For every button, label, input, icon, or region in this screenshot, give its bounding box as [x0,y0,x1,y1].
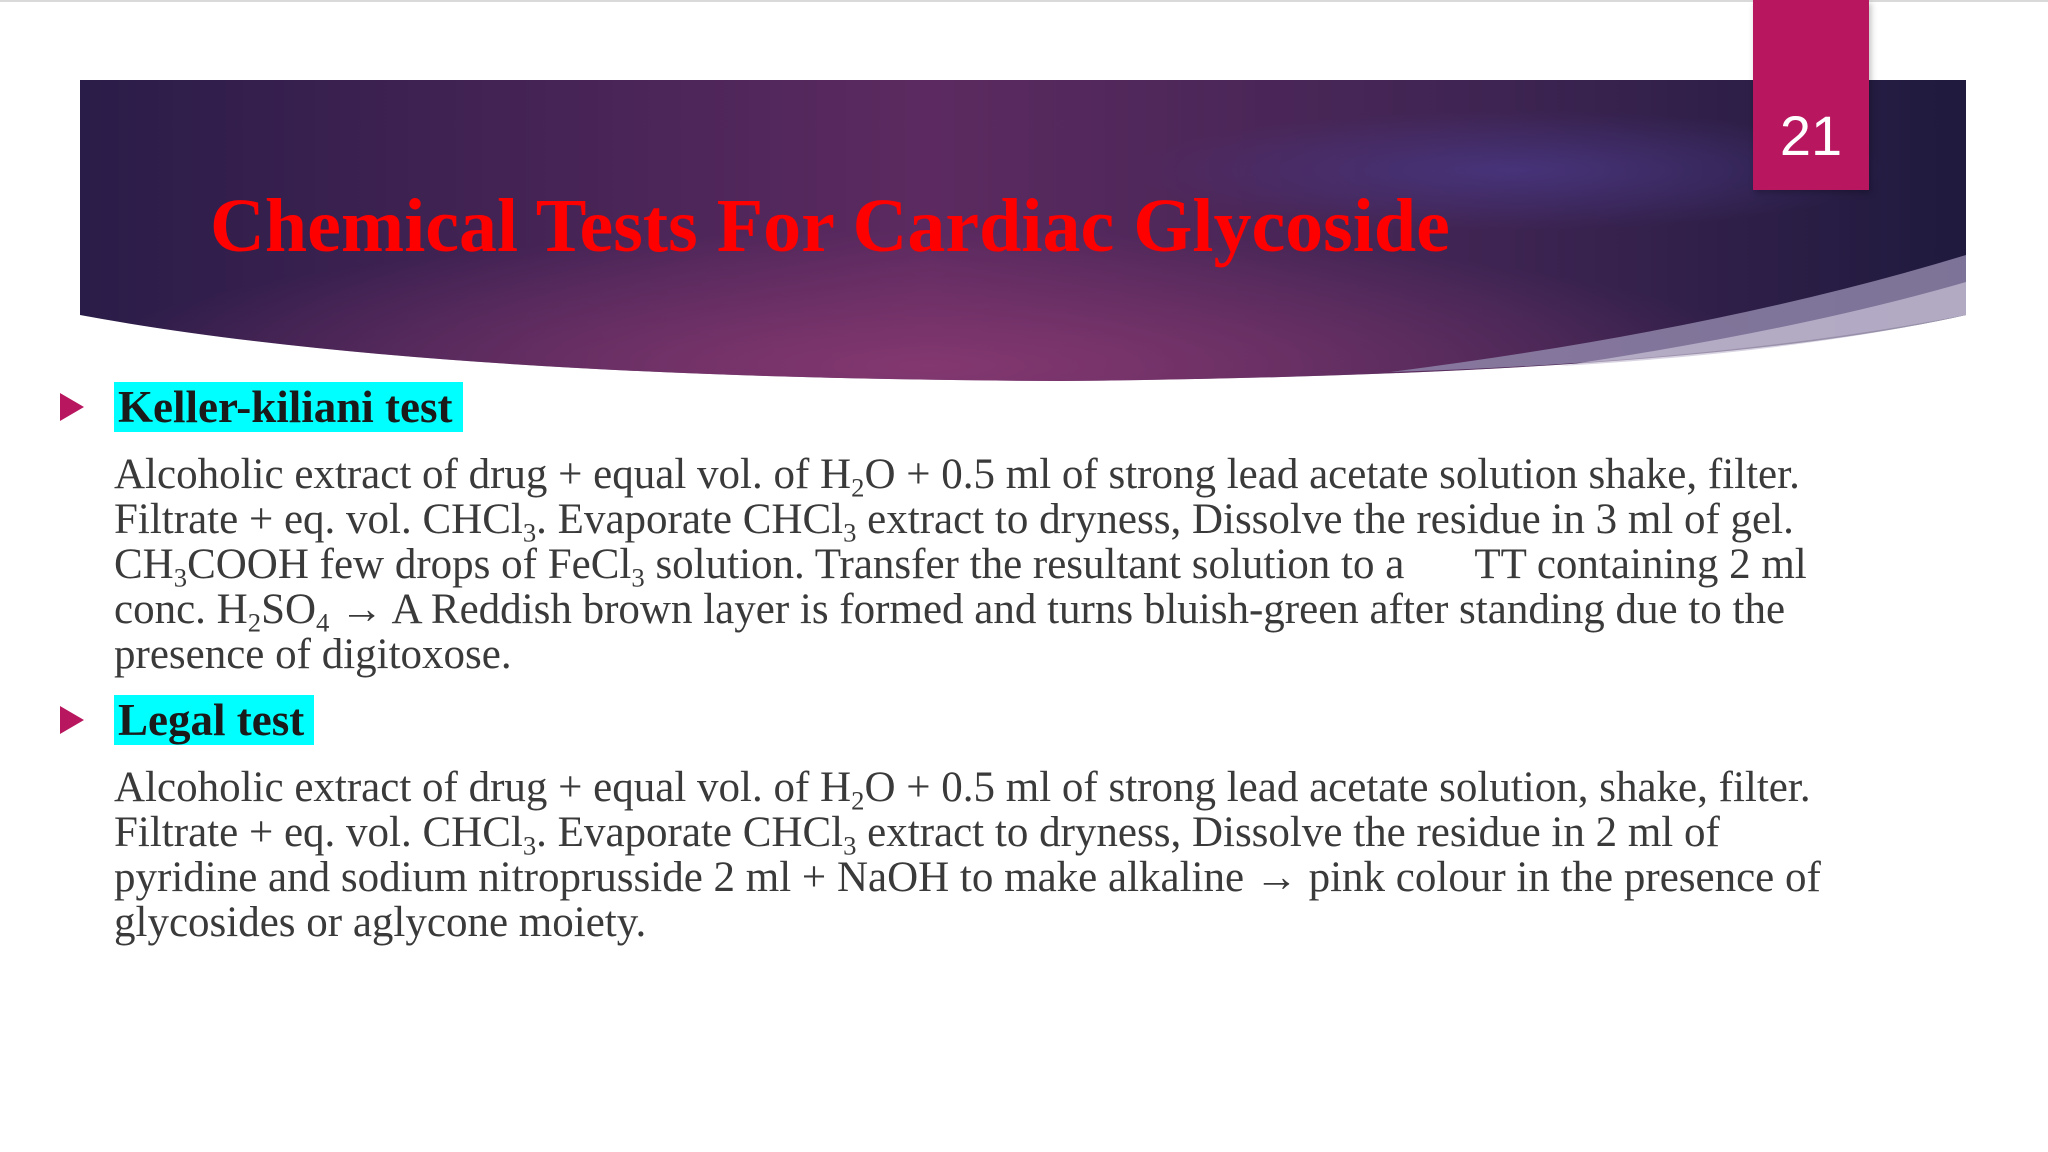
slide-number-badge [1753,0,1869,190]
heading-keller-kiliani: Keller-kiliani test [114,382,463,432]
text-line: glycosides or aglycone moiety. [114,899,647,946]
slide-title: Chemical Tests For Cardiac Glycoside [210,184,1450,268]
text-line: Alcoholic extract of drug + equal vol. of $H_2O + 0.5$ ml of strong lead acetate solution shake, filter. [114,451,1800,503]
text-line: conc. $H_2SO_4 \to A$ Reddish brown layer is formed and turns bluish-green after standing due to the [114,586,1786,638]
heading-legal: Legal test [114,695,314,745]
text-line: pyridine and sodium nitroprusside 2 ml + NaOH to make alkaline → pink colour in the presence of [114,854,1821,901]
slide-number: 21 [1779,104,1843,167]
bullet-arrow-icon [60,393,84,421]
paragraph-keller-kiliani [114,452,1994,677]
text-line: presence of digitoxose. [114,631,512,678]
section-heading-keller-kiliani [60,382,463,432]
text-line: Filtrate + eq. vol. CHCl$_3$. Evaporate CHCl$_3$ extract to dryness, Dissolve the residue in 2 ml of [114,809,1720,861]
text-line: Alcoholic extract of drug + equal vol. of $H_2O + 0.5$ ml of strong lead acetate solution, shake, filter. [114,764,1811,816]
section-heading-legal [60,695,314,745]
bullet-arrow-icon [60,706,84,734]
text-line: $CH_3COOH$ few drops of FeCl$_3$ solution. Transfer the resultant solution to a TT containing 2 ml [114,541,1807,593]
paragraph-legal [114,765,1994,945]
text-line: Filtrate + eq. vol. CHCl$_3$. Evaporate CHCl$_3$ extract to dryness, Dissolve the residue in 3 ml of gel. [114,496,1794,548]
